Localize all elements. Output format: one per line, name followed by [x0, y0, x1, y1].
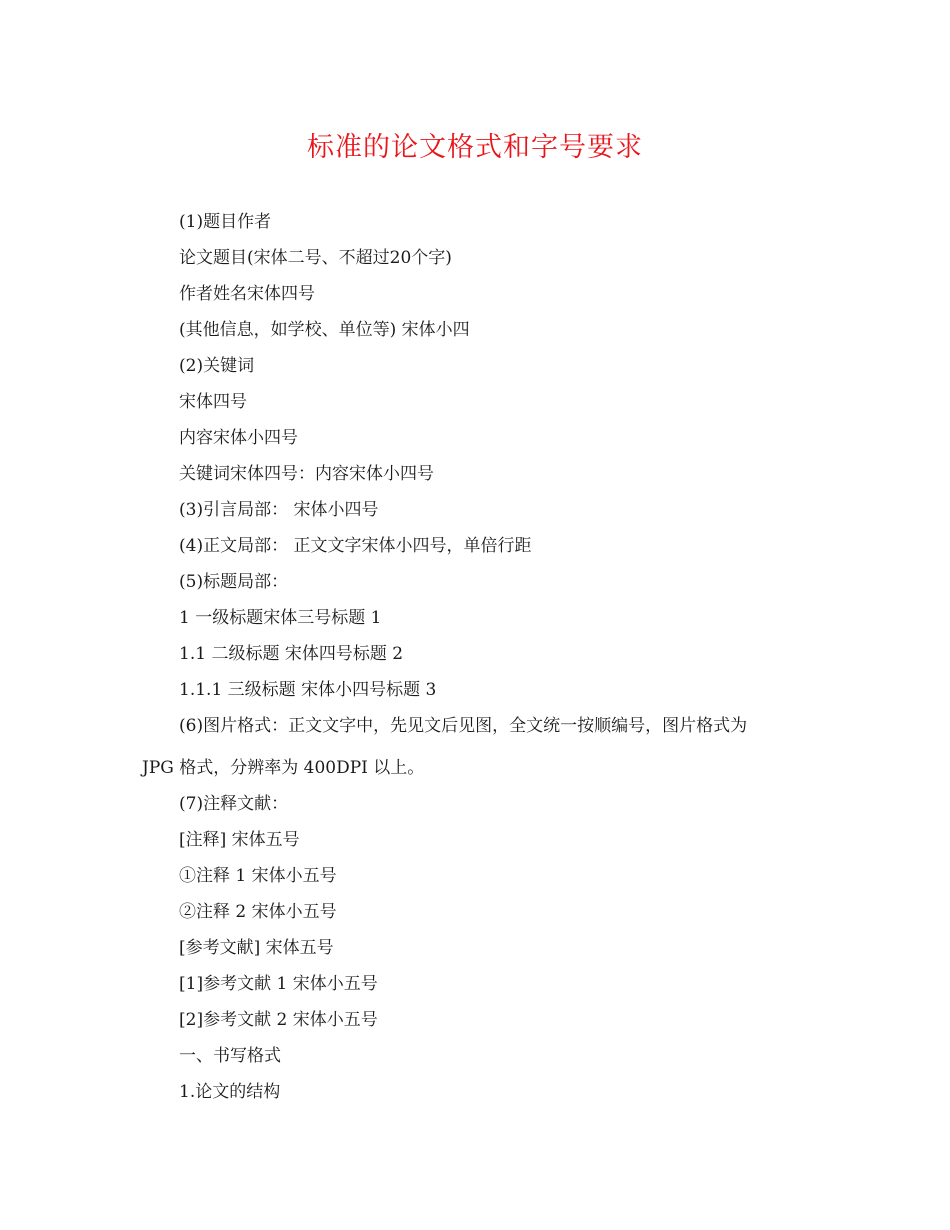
body-line: (4)正文局部： 正文文字宋体小四号，单倍行距 — [179, 536, 532, 556]
body-line: (7)注释文献： — [179, 794, 289, 814]
body-line: (2)关键词 — [179, 356, 255, 376]
body-line: 1.论文的结构 — [179, 1082, 281, 1102]
body-line: (其他信息，如学校、单位等) 宋体小四 — [179, 320, 470, 340]
body-line: [参考文献] 宋体五号 — [179, 938, 334, 958]
body-line-continued: JPG 格式，分辨率为 400DPI 以上。 — [142, 758, 425, 778]
body-line: 1.1.1 三级标题 宋体小四号标题 3 — [179, 680, 437, 700]
body-line: [2]参考文献 2 宋体小五号 — [179, 1010, 378, 1030]
body-line: 一、书写格式 — [179, 1046, 281, 1066]
body-line: 关键词宋体四号：内容宋体小四号 — [179, 464, 434, 484]
body-line: 1 一级标题宋体三号标题 1 — [179, 608, 382, 628]
body-line: (6)图片格式：正文文字中，先见文后见图，全文统一按顺编号，图片格式为 — [179, 716, 748, 736]
body-line: 宋体四号 — [179, 392, 247, 412]
body-line: 作者姓名宋体四号 — [179, 284, 315, 304]
body-line: (5)标题局部： — [179, 572, 289, 592]
body-line: (3)引言局部： 宋体小四号 — [179, 500, 379, 520]
body-line: ②注释 2 宋体小五号 — [179, 902, 337, 922]
body-line: ①注释 1 宋体小五号 — [179, 866, 337, 886]
document-title: 标准的论文格式和字号要求 — [307, 132, 643, 163]
body-line: 论文题目(宋体二号、不超过20个字) — [179, 248, 452, 268]
body-line: 1.1 二级标题 宋体四号标题 2 — [179, 644, 404, 664]
body-line: [注释] 宋体五号 — [179, 830, 300, 850]
body-line: (1)题目作者 — [179, 212, 272, 232]
body-line: 内容宋体小四号 — [179, 428, 298, 448]
body-line: [1]参考文献 1 宋体小五号 — [179, 974, 378, 994]
